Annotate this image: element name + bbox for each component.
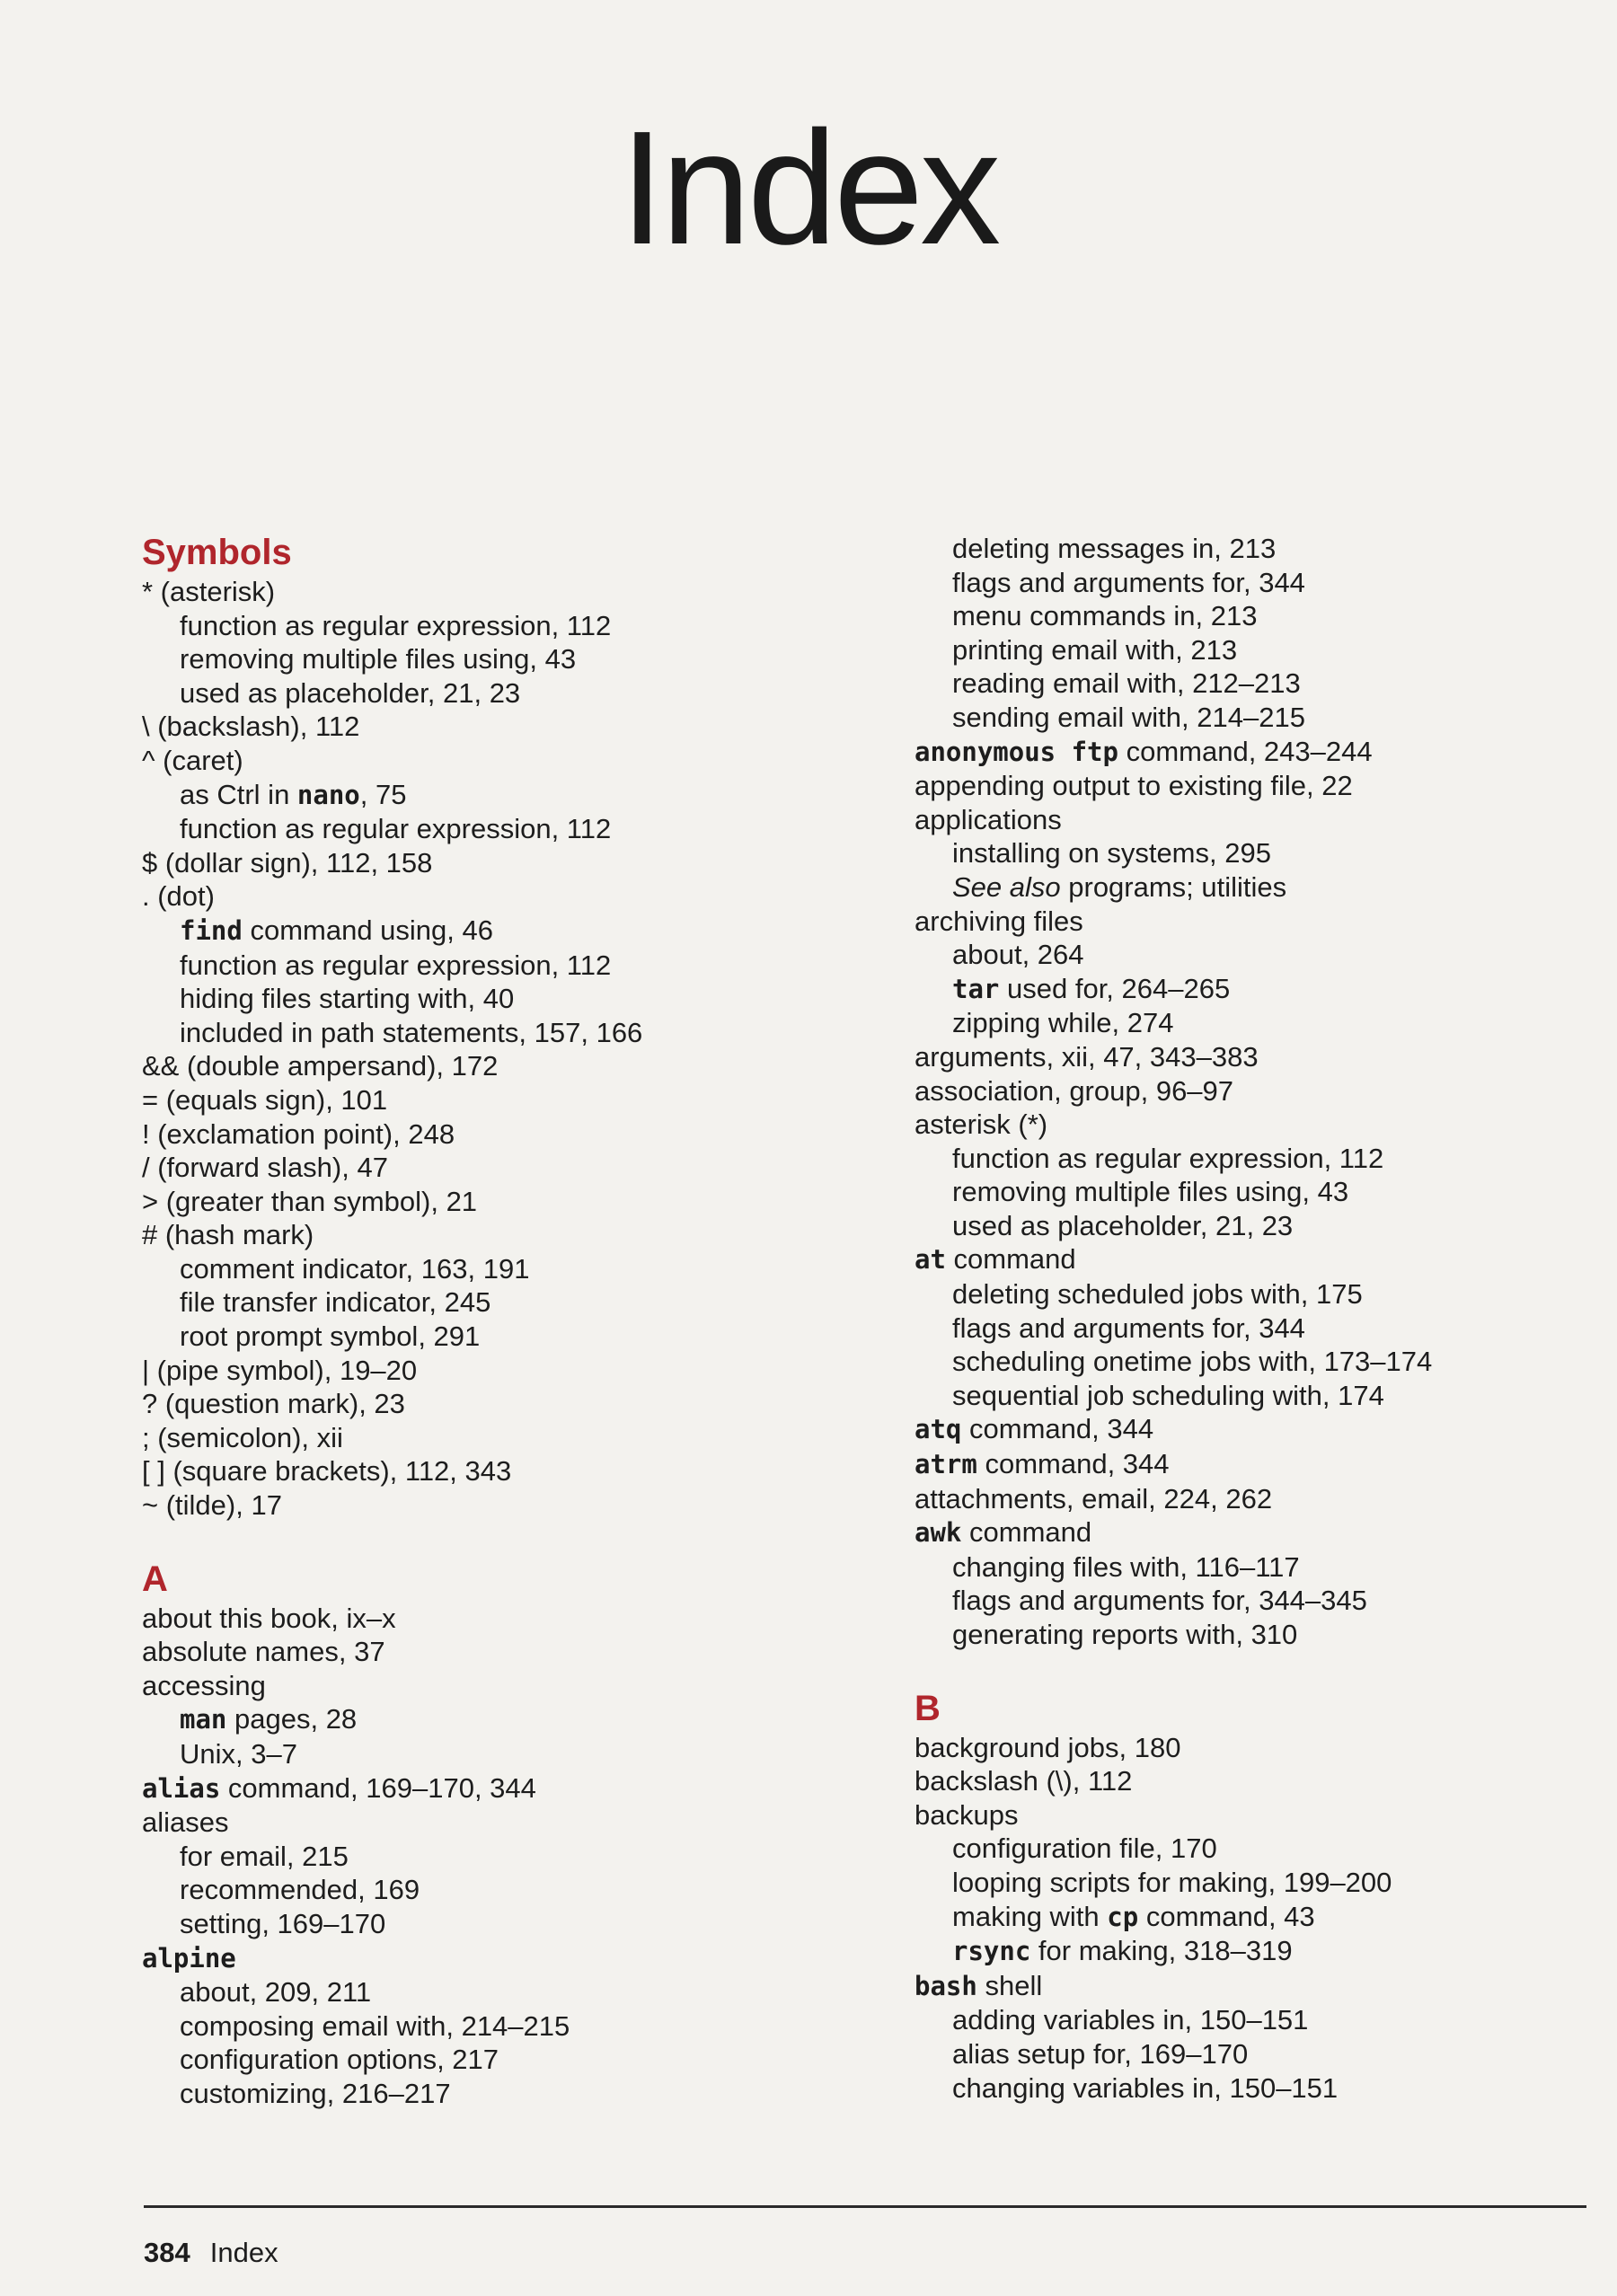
index-entry xyxy=(142,1941,789,1976)
index-subentry xyxy=(142,1840,789,1874)
cross-reference: See also xyxy=(952,870,1061,903)
entry-text: about, 209, 211 xyxy=(180,1976,372,2009)
entry-text: menu commands in, 213 xyxy=(952,600,1258,632)
entry-text: accessing xyxy=(142,1669,266,1701)
index-subentry xyxy=(142,949,789,983)
index-subentry xyxy=(915,972,1597,1007)
command-term: atq xyxy=(915,1414,962,1445)
entry-text: about this book, ix–x xyxy=(142,1602,396,1634)
entry-text: hiding files starting with, 40 xyxy=(180,983,515,1015)
index-subentry xyxy=(915,836,1597,870)
entry-text: customizing, 216–217 xyxy=(180,2077,451,2109)
index-entry xyxy=(915,1108,1597,1142)
entry-text: && (double ampersand), 172 xyxy=(142,1050,499,1082)
entry-text: * (asterisk) xyxy=(142,576,276,607)
command-term: find xyxy=(180,914,243,946)
index-entry xyxy=(915,769,1597,803)
entry-text: programs; utilities xyxy=(1060,870,1287,903)
column-top-spacer xyxy=(915,0,1597,532)
entry-text: . (dot) xyxy=(142,880,215,913)
command-term: alias xyxy=(142,1772,221,1804)
page-footer xyxy=(144,2237,278,2269)
index-subentry xyxy=(142,1737,789,1771)
section-gap xyxy=(142,1523,789,1557)
section-heading: A xyxy=(142,1559,168,1599)
entry-text: command, 344 xyxy=(976,1448,1170,1480)
entry-text: background jobs, 180 xyxy=(915,1731,1181,1763)
entry-text: arguments, xii, 47, 343–383 xyxy=(915,1040,1259,1073)
entry-text: | (pipe symbol), 19–20 xyxy=(142,1354,418,1386)
index-subentry xyxy=(915,1142,1597,1176)
index-subentry xyxy=(142,982,789,1016)
entry-text: , 75 xyxy=(359,778,407,810)
entry-text: scheduling onetime jobs with, 173–174 xyxy=(952,1346,1433,1378)
index-entry xyxy=(142,1185,789,1219)
section-heading: B xyxy=(915,1688,941,1728)
entry-text: used as placeholder, 21, 23 xyxy=(180,676,521,709)
footer-section-name: Index xyxy=(209,2237,278,2268)
index-entry xyxy=(915,1764,1597,1798)
index-entry xyxy=(915,1482,1597,1516)
index-subentry xyxy=(915,633,1597,667)
index-subentry xyxy=(915,1379,1597,1413)
entry-text: used as placeholder, 21, 23 xyxy=(952,1209,1294,1241)
entry-text: changing variables in, 150–151 xyxy=(952,2071,1339,2104)
command-term: rsync xyxy=(952,1936,1031,1967)
index-entry xyxy=(915,1040,1597,1074)
entry-text: \ (backslash), 112 xyxy=(142,711,360,743)
command-term: alpine xyxy=(142,1942,236,1974)
index-subentry xyxy=(915,1618,1597,1652)
index-subentry xyxy=(915,1550,1597,1585)
index-subentry xyxy=(915,1311,1597,1346)
entry-text: absolute names, 37 xyxy=(142,1636,385,1668)
index-entry xyxy=(142,1488,789,1523)
index-subentry xyxy=(915,1006,1597,1040)
index-subentry xyxy=(915,938,1597,972)
index-subentry xyxy=(915,532,1597,566)
entry-text: deleting scheduled jobs with, 175 xyxy=(952,1278,1363,1311)
index-subentry xyxy=(915,870,1597,905)
index-entry xyxy=(915,1969,1597,2004)
entry-text: function as regular expression, 112 xyxy=(180,813,612,845)
entry-text: adding variables in, 150–151 xyxy=(952,2004,1309,2036)
entry-text: asterisk (*) xyxy=(915,1108,1048,1141)
index-subentry xyxy=(142,812,789,846)
entry-text: aliases xyxy=(142,1806,229,1839)
command-term: nano xyxy=(296,779,360,810)
entry-text: changing files with, 116–117 xyxy=(952,1550,1300,1583)
index-entry xyxy=(142,879,789,914)
entry-text: applications xyxy=(915,803,1062,835)
entry-text: generating reports with, 310 xyxy=(952,1619,1298,1650)
entry-text: / (forward slash), 47 xyxy=(142,1152,388,1184)
index-entry xyxy=(915,905,1597,939)
entry-text: ! (exclamation point), 248 xyxy=(142,1117,455,1150)
entry-text: reading email with, 212–213 xyxy=(952,667,1301,700)
command-term: cp xyxy=(1107,1901,1139,1932)
index-subentry xyxy=(915,2003,1597,2037)
index-subentry xyxy=(915,1934,1597,1969)
index-subentry xyxy=(915,1866,1597,1900)
entry-text: [ ] (square brackets), 112, 343 xyxy=(142,1455,512,1488)
index-entry xyxy=(142,1354,789,1388)
index-subentry xyxy=(915,1175,1597,1209)
index-entry xyxy=(142,1117,789,1152)
index-entry xyxy=(915,1242,1597,1277)
entry-text: command, 169–170, 344 xyxy=(220,1771,536,1804)
entry-text: appending output to existing file, 22 xyxy=(915,770,1353,802)
index-entry xyxy=(915,1798,1597,1832)
index-subentry xyxy=(142,1320,789,1354)
index-subentry xyxy=(915,1832,1597,1866)
index-column-left xyxy=(142,0,789,2111)
entry-text: comment indicator, 163, 191 xyxy=(180,1252,530,1285)
index-entry xyxy=(142,1669,789,1703)
index-entry xyxy=(142,1049,789,1083)
entry-text: sequential job scheduling with, 174 xyxy=(952,1379,1384,1411)
entry-text: as Ctrl in xyxy=(180,778,297,810)
entry-text: command using, 46 xyxy=(242,914,493,946)
index-entry xyxy=(142,1387,789,1421)
index-subentry xyxy=(142,2077,789,2111)
index-entry xyxy=(915,1447,1597,1482)
entry-text: installing on systems, 295 xyxy=(952,837,1271,870)
entry-text: recommended, 169 xyxy=(180,1874,420,1906)
entry-text: Unix, 3–7 xyxy=(180,1738,297,1770)
entry-text: printing email with, 213 xyxy=(952,633,1238,666)
entry-text: about, 264 xyxy=(952,939,1084,971)
entry-text: function as regular expression, 112 xyxy=(180,949,612,981)
index-entry xyxy=(142,846,789,880)
entry-text: pages, 28 xyxy=(226,1703,358,1735)
entry-text: command, 344 xyxy=(961,1413,1154,1445)
index-entry xyxy=(142,1771,789,1806)
index-subentry xyxy=(915,599,1597,633)
entry-text: setting, 169–170 xyxy=(180,1907,386,1939)
entry-text: > (greater than symbol), 21 xyxy=(142,1185,478,1217)
index-subentry xyxy=(142,1016,789,1050)
entry-text: function as regular expression, 112 xyxy=(180,609,612,641)
entry-text: used for, 264–265 xyxy=(999,972,1231,1004)
entry-text: function as regular expression, 112 xyxy=(952,1142,1384,1174)
entry-text: attachments, email, 224, 262 xyxy=(915,1482,1273,1514)
index-entry xyxy=(142,1083,789,1117)
index-entry xyxy=(142,1421,789,1455)
entry-text: backups xyxy=(915,1798,1019,1831)
command-term: at xyxy=(915,1244,946,1276)
entry-text: shell xyxy=(976,1969,1043,2001)
entry-text: flags and arguments for, 344 xyxy=(952,1311,1305,1344)
entry-text: flags and arguments for, 344–345 xyxy=(952,1585,1367,1617)
index-subentry xyxy=(142,1285,789,1320)
index-entry xyxy=(915,1074,1597,1108)
entry-text: backslash (\), 112 xyxy=(915,1765,1133,1797)
entry-text: zipping while, 274 xyxy=(952,1007,1174,1039)
entry-text: command, 43 xyxy=(1138,1900,1315,1932)
command-term: awk xyxy=(915,1517,962,1549)
index-entry xyxy=(142,1151,789,1185)
index-entry xyxy=(142,710,789,744)
index-entry xyxy=(142,1635,789,1669)
command-term: atrm xyxy=(915,1449,977,1480)
index-subentry xyxy=(915,1345,1597,1379)
index-subentry xyxy=(142,1975,789,2009)
index-entry xyxy=(142,1454,789,1488)
page-number: 384 xyxy=(144,2237,190,2268)
index-subentry xyxy=(142,642,789,676)
index-entry xyxy=(142,575,789,609)
index-subentry xyxy=(142,1907,789,1941)
index-entry xyxy=(915,803,1597,837)
entry-text: ^ (caret) xyxy=(142,744,243,776)
entry-text: alias setup for, 169–170 xyxy=(952,2037,1249,2070)
entry-text: association, group, 96–97 xyxy=(915,1074,1234,1107)
entry-text: flags and arguments for, 344 xyxy=(952,566,1305,598)
entry-text: looping scripts for making, 199–200 xyxy=(952,1866,1392,1898)
entry-text: ; (semicolon), xii xyxy=(142,1421,343,1453)
index-entry xyxy=(915,1515,1597,1550)
column-top-spacer xyxy=(142,0,789,530)
index-subentry xyxy=(142,676,789,711)
entry-text: # (hash mark) xyxy=(142,1219,314,1251)
index-entry xyxy=(915,735,1597,770)
entry-text: ? (question mark), 23 xyxy=(142,1388,405,1420)
command-term: bash xyxy=(915,1970,977,2001)
index-subentry xyxy=(915,1277,1597,1311)
index-entry xyxy=(142,1602,789,1636)
entry-text: $ (dollar sign), 112, 158 xyxy=(142,846,433,879)
index-subentry xyxy=(915,1584,1597,1618)
command-term: man xyxy=(180,1704,227,1735)
index-subentry xyxy=(142,1702,789,1737)
entry-text: archiving files xyxy=(915,905,1083,937)
index-subentry xyxy=(142,914,789,949)
index-subentry xyxy=(142,1873,789,1907)
entry-text: sending email with, 214–215 xyxy=(952,701,1305,733)
page-title: Index xyxy=(619,98,998,278)
entry-text: command xyxy=(945,1243,1076,1276)
footer-divider xyxy=(144,2205,1586,2208)
entry-text: included in path statements, 157, 166 xyxy=(180,1016,643,1048)
index-subentry xyxy=(142,2009,789,2044)
entry-text: deleting messages in, 213 xyxy=(952,533,1277,564)
entry-text: composing email with, 214–215 xyxy=(180,2009,570,2042)
entry-text: command xyxy=(961,1516,1092,1549)
entry-text: configuration options, 217 xyxy=(180,2044,499,2076)
index-entry xyxy=(142,1218,789,1252)
command-term: tar xyxy=(952,973,1000,1004)
index-subentry xyxy=(915,1900,1597,1935)
index-subentry xyxy=(915,1209,1597,1243)
section-heading: Symbols xyxy=(142,533,292,572)
entry-text: configuration file, 170 xyxy=(952,1832,1217,1865)
entry-text: for email, 215 xyxy=(180,1840,349,1872)
entry-text: removing multiple files using, 43 xyxy=(180,643,577,676)
section-gap xyxy=(915,1652,1597,1686)
index-subentry xyxy=(915,701,1597,735)
index-subentry xyxy=(915,2071,1597,2106)
index-subentry xyxy=(142,1252,789,1286)
index-subentry xyxy=(915,667,1597,701)
command-term: anonymous ftp xyxy=(915,736,1118,767)
index-entry xyxy=(915,1412,1597,1447)
index-subentry xyxy=(142,2043,789,2077)
entry-text: for making, 318–319 xyxy=(1030,1935,1293,1967)
index-subentry xyxy=(915,566,1597,600)
entry-text: removing multiple files using, 43 xyxy=(952,1176,1349,1208)
entry-text: ~ (tilde), 17 xyxy=(142,1489,282,1522)
index-entry xyxy=(142,1806,789,1840)
index-entry xyxy=(915,1731,1597,1765)
entry-text: = (equals sign), 101 xyxy=(142,1083,388,1116)
entry-text: root prompt symbol, 291 xyxy=(180,1320,481,1353)
index-subentry xyxy=(915,2037,1597,2071)
entry-text: making with xyxy=(952,1900,1108,1932)
index-entry xyxy=(142,744,789,778)
entry-text: command, 243–244 xyxy=(1118,735,1373,767)
entry-text: file transfer indicator, 245 xyxy=(180,1286,491,1319)
index-column-right xyxy=(915,0,1597,2105)
index-subentry xyxy=(142,778,789,813)
index-subentry xyxy=(142,609,789,643)
